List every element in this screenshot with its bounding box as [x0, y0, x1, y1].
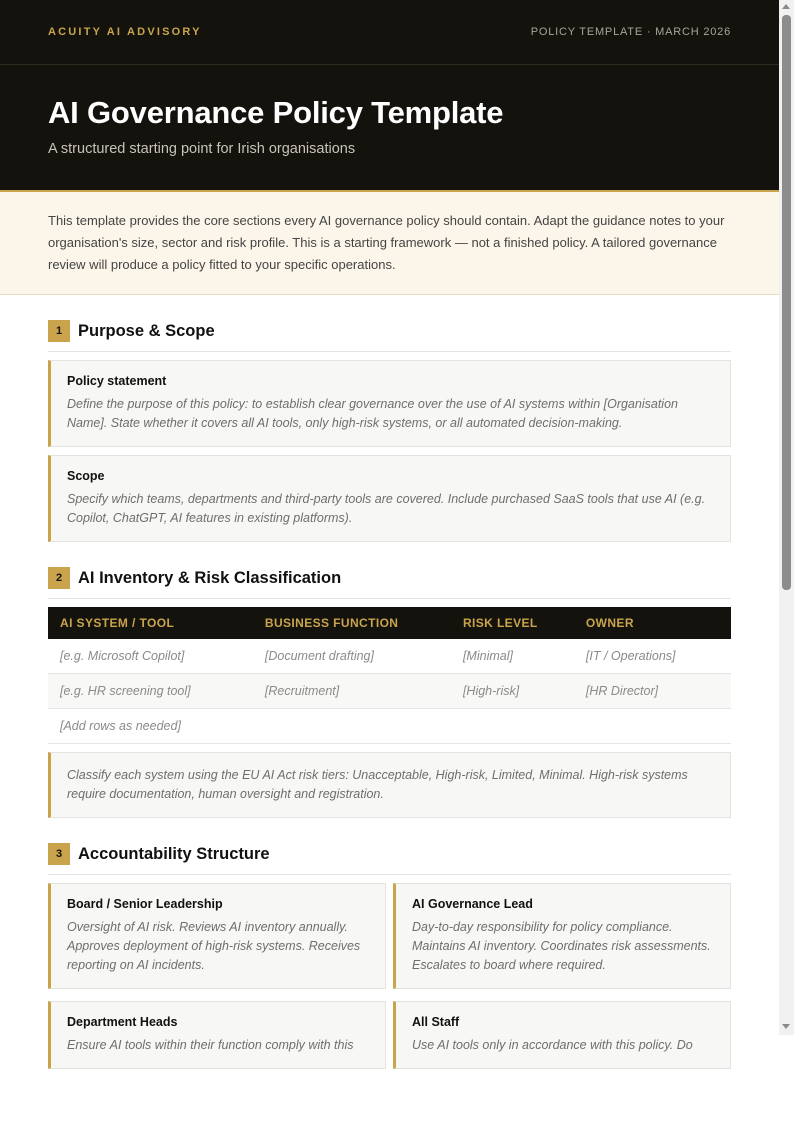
card-text: Specify which teams, departments and third-party tools are covered. Include purchased SaaS tools that use AI (e.g. Copilot, ChatGPT, AI features in existing platforms).	[67, 492, 706, 525]
card-title: Department Heads	[67, 1015, 178, 1029]
accountability-grid	[48, 883, 731, 1069]
section-title: Purpose & Scope	[78, 321, 215, 340]
role-card-all-staff	[393, 1001, 731, 1069]
vertical-scrollbar[interactable]	[779, 0, 794, 1035]
brand-name: ACUITY AI ADVISORY	[48, 26, 202, 38]
guidance-card-policy-statement	[48, 360, 731, 447]
card-title: AI Governance Lead	[412, 897, 533, 911]
table-cell: [IT / Operations]	[574, 639, 731, 674]
role-card-governance-lead	[393, 883, 731, 989]
table-cell: [Minimal]	[451, 639, 574, 674]
guidance-card-scope	[48, 455, 731, 542]
ai-inventory-table	[48, 607, 731, 744]
card-title: All Staff	[412, 1015, 460, 1029]
table-cell: [Document drafting]	[253, 639, 451, 674]
table-row	[48, 709, 731, 744]
card-title: Scope	[67, 469, 105, 483]
page-subtitle: A structured starting point for Irish organisations	[48, 141, 356, 157]
table-cell: [e.g. Microsoft Copilot]	[48, 639, 253, 674]
table-row	[48, 639, 731, 674]
section-number-badge: 1	[48, 320, 70, 342]
section-3-heading	[48, 843, 731, 875]
role-card-board	[48, 883, 386, 989]
table-cell: [High-risk]	[451, 674, 574, 709]
section-title: AI Inventory & Risk Classification	[78, 568, 342, 587]
table-header-row	[48, 607, 731, 639]
column-header: AI SYSTEM / TOOL	[48, 607, 253, 639]
table-cell	[574, 709, 731, 744]
scroll-down-arrow-icon[interactable]	[782, 1024, 790, 1029]
section-1-heading	[48, 320, 731, 352]
card-text: Ensure AI tools within their function comply with this	[67, 1038, 354, 1052]
top-bar	[0, 0, 779, 65]
table-cell: [HR Director]	[574, 674, 731, 709]
section-number-badge: 2	[48, 567, 70, 589]
card-text: Classify each system using the EU AI Act risk tiers: Unacceptable, High-risk, Limited, Minimal. High-risk systems require documentation, human oversight and registration.	[67, 768, 688, 801]
table-cell	[253, 709, 451, 744]
policy-content	[0, 320, 779, 1069]
table-cell: [e.g. HR screening tool]	[48, 674, 253, 709]
role-card-department-heads	[48, 1001, 386, 1069]
scrollbar-thumb[interactable]	[782, 15, 791, 590]
card-title: Board / Senior Leadership	[67, 897, 223, 911]
table-cell: [Add rows as needed]	[48, 709, 253, 744]
card-text: Define the purpose of this policy: to establish clear governance over the use of AI systems within [Organisation Name]. State whether it covers all AI tools, only high-risk systems, or all automated decision-making.	[67, 397, 678, 430]
card-text: Day-to-day responsibility for policy compliance. Maintains AI inventory. Coordinates risk assessments. Escalates to board where required.	[412, 920, 711, 972]
table-cell: [Recruitment]	[253, 674, 451, 709]
page-title: AI Governance Policy Template	[48, 95, 504, 130]
section-2-heading	[48, 567, 731, 599]
scroll-up-arrow-icon[interactable]	[782, 4, 790, 9]
hero-header	[0, 65, 779, 192]
card-title: Policy statement	[67, 374, 167, 388]
table-row	[48, 674, 731, 709]
table-cell	[451, 709, 574, 744]
column-header: OWNER	[574, 607, 731, 639]
document-meta: POLICY TEMPLATE · MARCH 2026	[530, 26, 731, 38]
risk-classification-note	[48, 752, 731, 818]
card-text: Use AI tools only in accordance with this policy. Do	[412, 1038, 693, 1052]
section-number-badge: 3	[48, 843, 70, 865]
intro-note: This template provides the core sections every AI governance policy should contain. Adapt the guidance notes to your organisation's size, sector and risk profile. This is a starting framework — not a finished policy. A tailored governance review will produce a policy fitted to your specific operations.	[0, 192, 779, 295]
card-text: Oversight of AI risk. Reviews AI inventory annually. Approves deployment of high-risk systems. Receives reporting on AI incidents.	[67, 920, 361, 972]
column-header: BUSINESS FUNCTION	[253, 607, 451, 639]
column-header: RISK LEVEL	[451, 607, 574, 639]
section-title: Accountability Structure	[78, 844, 270, 863]
